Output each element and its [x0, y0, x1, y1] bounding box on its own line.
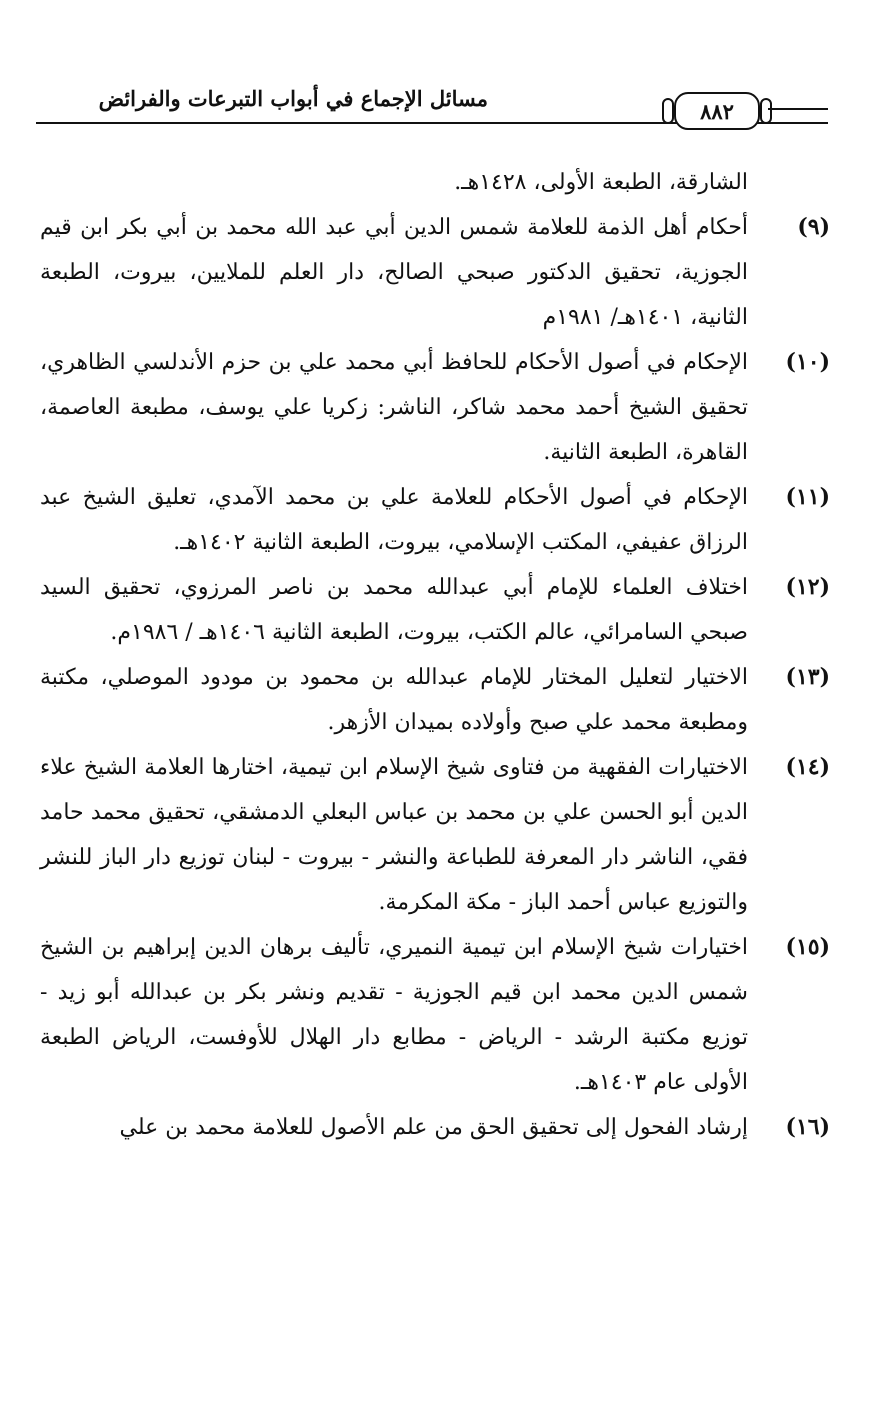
- header-rule-right: [768, 108, 828, 110]
- entry-text: الاختيار لتعليل المختار للإمام عبدالله بن محمود بن مودود الموصلي، مكتبة ومطبعة محمد علي صبح وأولاده بميدان الأزهر.: [40, 665, 748, 735]
- entry-text: الشارقة، الطبعة الأولى، ١٤٢٨هـ.: [454, 170, 748, 195]
- entry-number: (١١): [785, 484, 830, 510]
- page-number-frame: [674, 92, 760, 130]
- running-header: [36, 82, 828, 132]
- list-item: [40, 340, 830, 475]
- list-item: [40, 1105, 830, 1150]
- entry-number: (١٦): [785, 1114, 830, 1140]
- header-title: مسائل الإجماع في أبواب التبرعات والفرائض: [98, 86, 488, 111]
- entry-number: (٩): [797, 214, 830, 240]
- entry-number: (١٣): [785, 664, 830, 690]
- entry-number: (١٢): [785, 574, 830, 600]
- entry-number: (١٠): [785, 349, 830, 375]
- entry-number: (١٤): [785, 754, 830, 780]
- list-item: [40, 205, 830, 340]
- page-number: ٨٨٢: [700, 98, 734, 124]
- list-item: [40, 745, 830, 925]
- list-item: [40, 475, 830, 565]
- entry-text: أحكام أهل الذمة للعلامة شمس الدين أبي عبد الله محمد بن أبي بكر ابن قيم الجوزية، تحقيق الدكتور صبحي الصالح، دار العلم للملايين، بيروت، الطبعة الثانية، ١٤٠١هـ/ ١٩٨١م: [40, 215, 748, 330]
- entry-text: الإحكام في أصول الأحكام للعلامة علي بن محمد الآمدي، تعليق الشيخ عبد الرزاق عفيفي، المكتب الإسلامي، بيروت، الطبعة الثانية ١٤٠٢هـ.: [40, 485, 748, 555]
- list-item: [40, 160, 830, 205]
- entry-number: (١٥): [785, 934, 830, 960]
- entry-text: اختلاف العلماء للإمام أبي عبدالله محمد بن ناصر المرزوي، تحقيق السيد صبحي السامرائي، عالم الكتب، بيروت، الطبعة الثانية ١٤٠٦هـ / ١٩٨٦م.: [40, 575, 748, 645]
- list-item: [40, 925, 830, 1105]
- entry-text: اختيارات شيخ الإسلام ابن تيمية النميري، تأليف برهان الدين إبراهيم بن الشيخ شمس الدين محمد ابن قيم الجوزية - تقديم ونشر بكر بن عبدالله أبو زيد - توزيع مكتبة الرشد - الرياض - مطابع دار الهلال للأوفست، الرياض الطبعة الأولى عام ١٤٠٣هـ.: [40, 935, 748, 1095]
- entry-text: إرشاد الفحول إلى تحقيق الحق من علم الأصول للعلامة محمد بن علي: [119, 1115, 748, 1140]
- list-item: [40, 655, 830, 745]
- entry-text: الإحكام في أصول الأحكام للحافظ أبي محمد علي بن حزم الأندلسي الظاهري، تحقيق الشيخ أحمد محمد شاكر، الناشر: زكريا علي يوسف، مطبعة العاصمة، القاهرة، الطبعة الثانية.: [40, 350, 748, 465]
- entry-text: الاختيارات الفقهية من فتاوى شيخ الإسلام ابن تيمية، اختارها العلامة الشيخ علاء الدين أبو الحسن علي بن محمد بن عباس البعلي الدمشقي، تحقيق محمد حامد فقي، الناشر دار المعرفة للطباعة والنشر - بيروت - لبنان توزيع دار الباز للنشر والتوزيع عباس أحمد الباز - مكة المكرمة.: [40, 755, 748, 915]
- list-item: [40, 565, 830, 655]
- bibliography-list: [40, 160, 830, 1150]
